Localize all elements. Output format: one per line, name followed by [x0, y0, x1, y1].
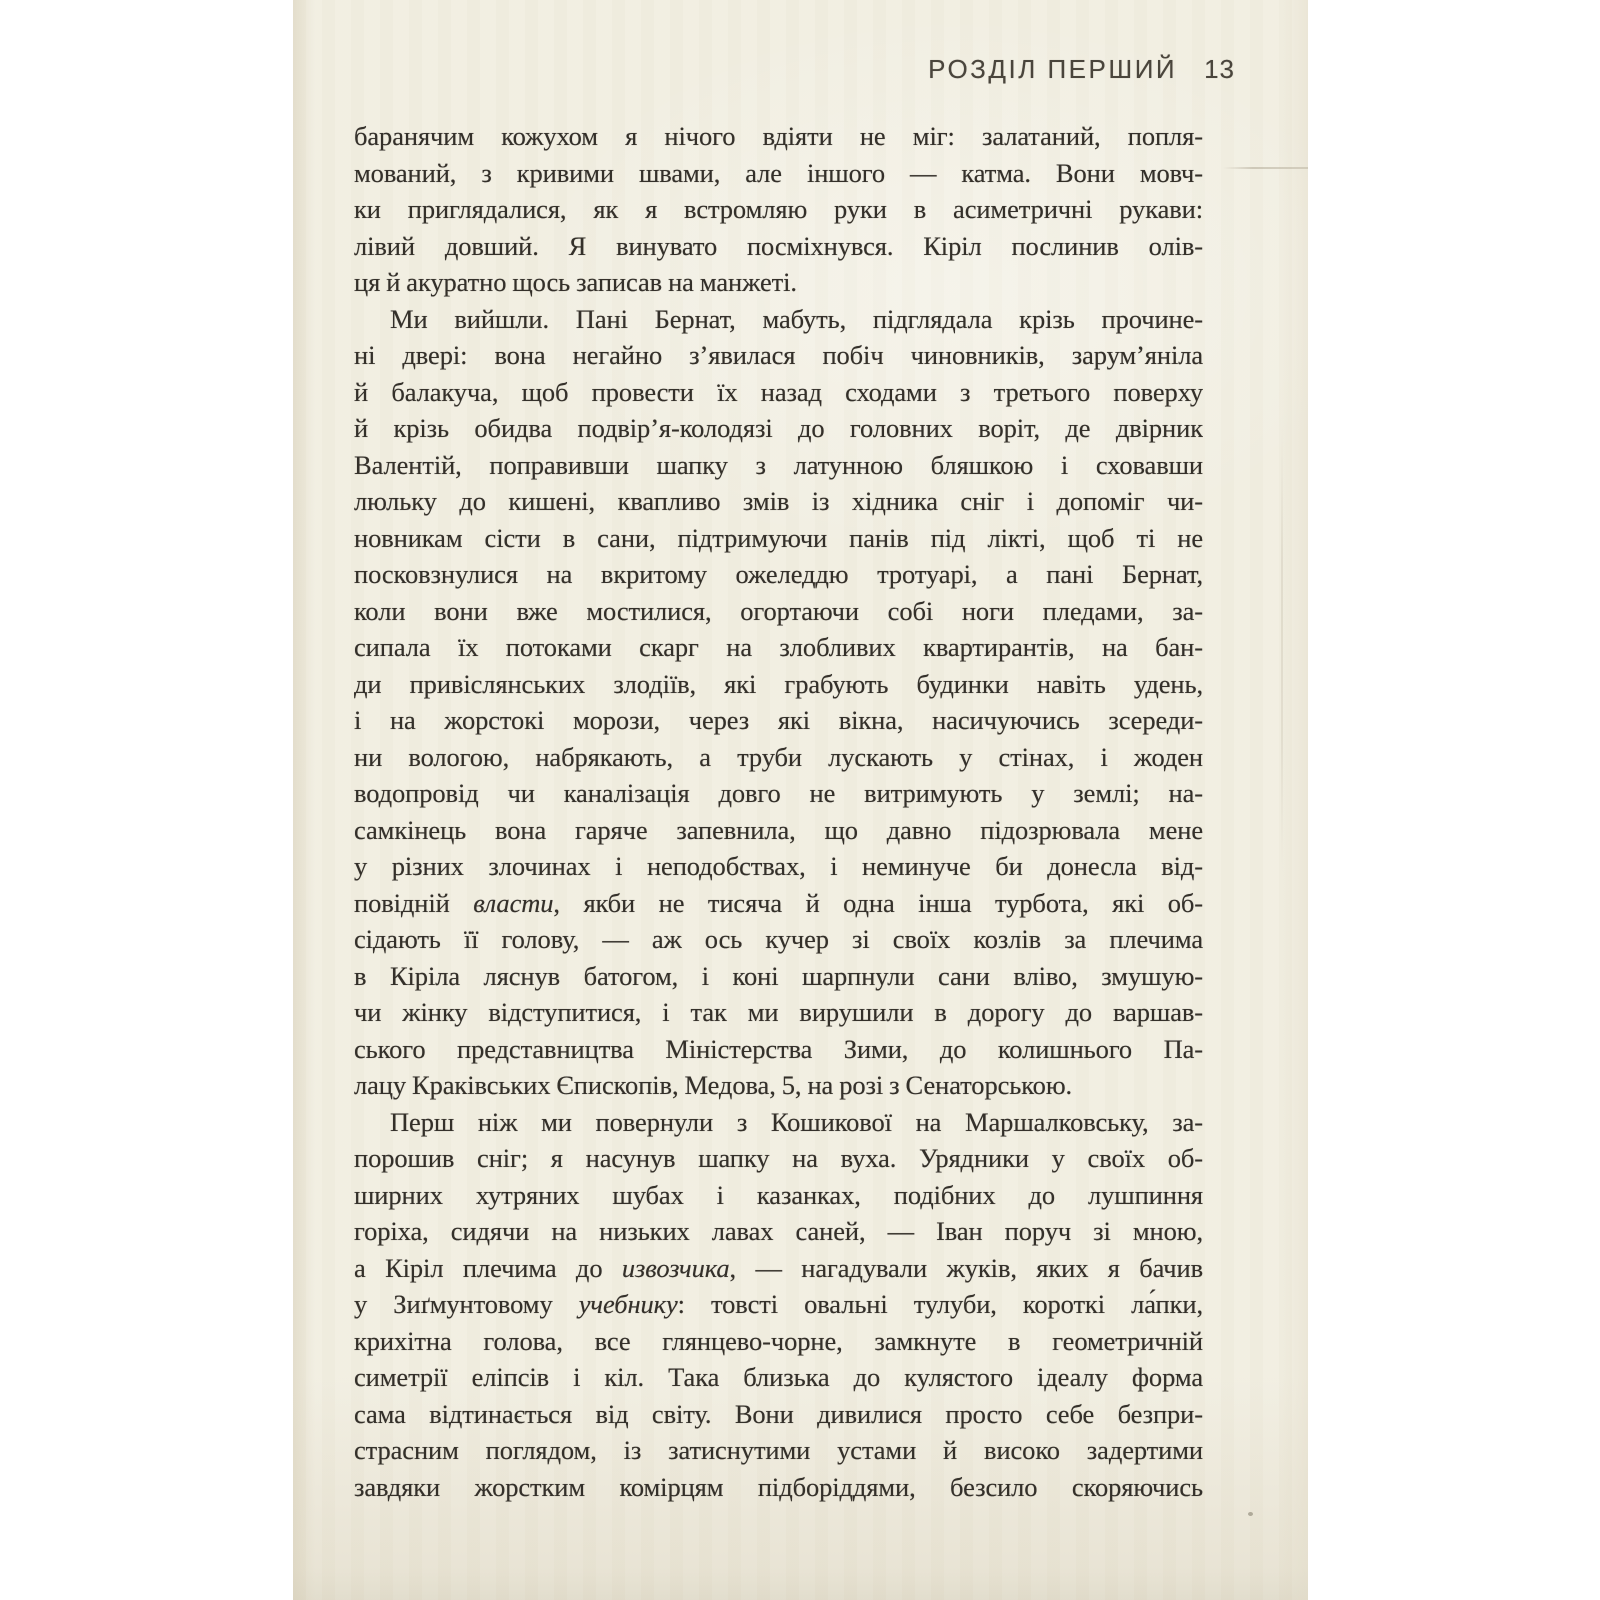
- text-line: [354, 1359, 1203, 1396]
- text-line: [354, 118, 1203, 155]
- text-line: [354, 1067, 1203, 1104]
- text-line: [354, 1104, 1203, 1141]
- text-segment: водопровід чи каналізація довго не витримують у землі; на-: [354, 778, 1203, 808]
- text-segment: страсним поглядом, із затиснутими устами й високо задертими: [354, 1435, 1203, 1465]
- text-segment: лівий довший. Я винувато посміхнувся. Кіріл послинив олів-: [354, 230, 1203, 261]
- text-segment: самкінець вона гаряче запевнила, що давно підозрювала мене: [354, 814, 1203, 845]
- text-line: [354, 228, 1203, 265]
- text-line: [354, 1250, 1203, 1287]
- text-segment: у різних злочинах і неподобствах, і неминуче би донесла від-: [354, 851, 1203, 881]
- text-segment: повідній: [354, 887, 474, 918]
- text-segment: Ми вийшли. Пані Бернат, мабуть, підглядала крізь прочине-: [390, 303, 1203, 334]
- text-segment: ни вологою, набрякають, а труби лускають у стінах, і жоден: [354, 741, 1203, 772]
- text-segment: баранячим кожухом я нічого вдіяти не міг: залатаний, попля-: [354, 121, 1203, 151]
- text-line: [354, 1469, 1203, 1506]
- italic-text-segment: власти: [473, 887, 554, 918]
- text-segment: : товсті овальні тулуби, короткі ла́пки,: [677, 1289, 1203, 1319]
- text-line: [354, 739, 1203, 776]
- text-segment: чи жінку відступитися, і так ми вирушили в дорогу до варшав-: [354, 997, 1203, 1027]
- running-header: [354, 54, 1235, 84]
- page-scratch: [1281, 420, 1283, 880]
- text-line: [354, 301, 1203, 338]
- text-segment: , — нагадували жуків, яких я бачив: [729, 1252, 1203, 1283]
- text-segment: ширних хутряних шубах і казанках, подібних до лушпиння: [354, 1179, 1203, 1210]
- chapter-title: РОЗДІЛ ПЕРШИЙ: [928, 54, 1178, 84]
- text-segment: а Кіріл плечима до: [354, 1252, 622, 1283]
- text-segment: лацу Краківських Єпископів, Медова, 5, на розі з Сенаторською.: [354, 1070, 1073, 1100]
- text-line: [354, 410, 1203, 447]
- text-segment: сама відтинається від світу. Вони дивилися просто себе безпри-: [354, 1398, 1203, 1429]
- text-segment: ського представництва Міністерства Зими, до колишнього Па-: [354, 1033, 1203, 1064]
- text-line: [354, 520, 1203, 557]
- text-line: [354, 994, 1203, 1031]
- text-segment: і на жорстокі морози, через які вікна, насичуючись зсереди-: [354, 705, 1203, 735]
- page-crease: [1223, 167, 1308, 169]
- text-line: [354, 155, 1203, 192]
- text-line: [354, 775, 1203, 812]
- text-line: [354, 1031, 1203, 1068]
- text-line: [354, 1140, 1203, 1177]
- text-line: [354, 885, 1203, 922]
- text-segment: мований, з кривими швами, але іншого — катма. Вони мовч-: [354, 157, 1203, 188]
- text-segment: сипала їх потоками скарг на злобливих квартирантів, на бан-: [354, 632, 1203, 662]
- text-line: [354, 629, 1203, 666]
- text-segment: симетрії еліпсів і кіл. Така близька до кулястого ідеалу форма: [354, 1362, 1203, 1392]
- text-line: [354, 556, 1203, 593]
- text-segment: у Зиґмунтовому: [354, 1289, 579, 1319]
- page-number: 13: [1204, 54, 1235, 84]
- text-segment: люльку до кишені, квапливо змів із хідника сніг і допоміг чи-: [354, 486, 1203, 516]
- text-segment: ки приглядалися, як я встромляю руки в асиметричні рукави:: [354, 194, 1203, 224]
- text-line: [354, 593, 1203, 630]
- text-line: [354, 191, 1203, 228]
- text-line: [354, 374, 1203, 411]
- text-segment: ди привіслянських злодіїв, які грабують будинки навіть удень,: [354, 668, 1203, 699]
- text-line: [354, 1286, 1203, 1323]
- book-page: [293, 0, 1308, 1600]
- text-line: [354, 337, 1203, 374]
- text-block: [354, 118, 1203, 1505]
- paper-speck: [1248, 1512, 1253, 1516]
- text-line: [354, 702, 1203, 739]
- text-line: [354, 848, 1203, 885]
- text-segment: , якби не тисяча й одна інша турбота, які об-: [553, 887, 1203, 918]
- text-line: [354, 1432, 1203, 1469]
- text-segment: ця й акуратно щось записав на манжеті.: [354, 267, 797, 297]
- text-line: [354, 1213, 1203, 1250]
- text-segment: Перш ніж ми повернули з Кошикової на Маршалковську, за-: [390, 1106, 1203, 1137]
- text-line: [354, 812, 1203, 849]
- text-segment: ні двері: вона негайно з’явилася побіч чиновників, зарум’яніла: [354, 340, 1203, 370]
- text-segment: порошив сніг; я насунув шапку на вуха. Урядники у своїх об-: [354, 1143, 1203, 1173]
- text-line: [354, 264, 1203, 301]
- text-line: [354, 921, 1203, 958]
- italic-text-segment: извозчика: [621, 1252, 730, 1283]
- text-line: [354, 958, 1203, 995]
- text-line: [354, 483, 1203, 520]
- italic-text-segment: учебнику: [578, 1289, 678, 1319]
- text-segment: й балакуча, щоб провести їх назад сходами з третього поверху: [354, 376, 1203, 407]
- text-segment: завдяки жорстким комірцям підборіддями, безсило скоряючись: [354, 1471, 1203, 1502]
- text-line: [354, 1177, 1203, 1214]
- text-segment: сідають її голову, — аж ось кучер зі своїх козлів за плечима: [354, 924, 1203, 954]
- text-line: [354, 666, 1203, 703]
- text-segment: посковзнулися на вкритому ожеледдю тротуарі, а пані Бернат,: [354, 559, 1203, 589]
- text-line: [354, 1396, 1203, 1433]
- text-segment: крихітна голова, все глянцево-чорне, замкнуте в геометричній: [354, 1325, 1203, 1356]
- text-segment: новникам сісти в сани, підтримуючи панів під лікті, щоб ті не: [354, 522, 1203, 553]
- text-segment: коли вони вже мостилися, огортаючи собі ноги пледами, за-: [354, 595, 1203, 626]
- text-segment: горіха, сидячи на низьких лавах саней, — Іван поруч зі мною,: [354, 1216, 1203, 1246]
- text-segment: в Кіріла ляснув батогом, і коні шарпнули сани вліво, змушую-: [354, 960, 1203, 991]
- text-line: [354, 1323, 1203, 1360]
- text-line: [354, 447, 1203, 484]
- text-segment: й крізь обидва подвір’я-колодязі до головних воріт, де двірник: [354, 413, 1203, 443]
- text-segment: Валентій, поправивши шапку з латунною бляшкою і сховавши: [354, 449, 1203, 480]
